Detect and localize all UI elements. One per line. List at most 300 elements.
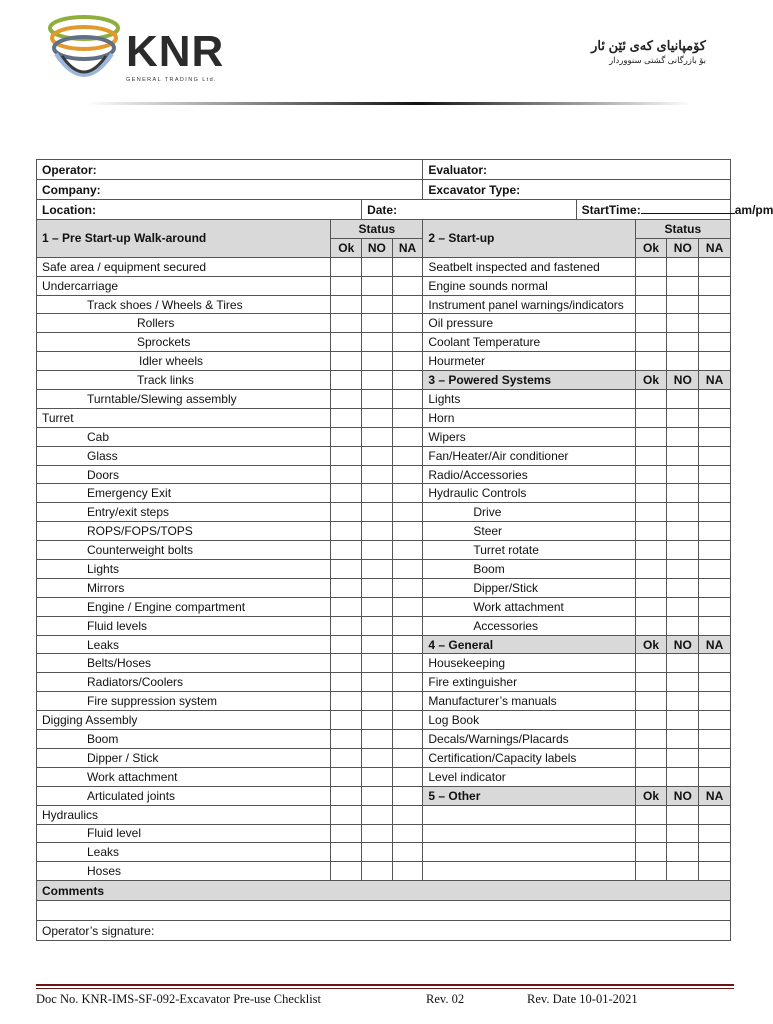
- left-status-ok-cell[interactable]: [331, 730, 362, 749]
- left-status-ok-cell[interactable]: [331, 390, 362, 409]
- left-status-na-cell[interactable]: [392, 654, 423, 673]
- right-status-ok-cell[interactable]: [635, 616, 667, 635]
- left-status-na-cell[interactable]: [392, 692, 423, 711]
- left-item-label: Fluid level: [37, 824, 331, 843]
- right-status-no-cell[interactable]: [667, 446, 699, 465]
- status-header-left: Status: [331, 220, 423, 239]
- left-status-ok-cell[interactable]: [331, 616, 362, 635]
- right-status-na-cell[interactable]: [699, 390, 731, 409]
- left-status-ok-cell[interactable]: [331, 748, 362, 767]
- section-3-heading: 3 – Powered Systems: [423, 371, 635, 390]
- left-status-no-cell[interactable]: [362, 673, 393, 692]
- left-item-label: Entry/exit steps: [37, 503, 331, 522]
- right-status-no-cell[interactable]: [667, 276, 699, 295]
- right-item-label: [423, 862, 635, 881]
- left-status-na-cell[interactable]: [392, 257, 423, 276]
- left-status-ok-cell[interactable]: [331, 352, 362, 371]
- left-status-no-cell[interactable]: [362, 408, 393, 427]
- right-status-na-cell[interactable]: [699, 673, 731, 692]
- right-status-no-cell[interactable]: [667, 654, 699, 673]
- left-status-na-cell[interactable]: [392, 522, 423, 541]
- left-item-label: Glass: [37, 446, 331, 465]
- left-item-label: Belts/Hoses: [37, 654, 331, 673]
- status-na-header: NA: [699, 635, 731, 654]
- left-status-ok-cell[interactable]: [331, 295, 362, 314]
- right-status-na-cell[interactable]: [699, 522, 731, 541]
- right-status-ok-cell[interactable]: [635, 805, 667, 824]
- left-status-na-cell[interactable]: [392, 465, 423, 484]
- right-item-label: Coolant Temperature: [423, 333, 635, 352]
- left-item-label: Mirrors: [37, 578, 331, 597]
- right-status-ok-cell[interactable]: [635, 276, 667, 295]
- left-status-na-cell[interactable]: [392, 408, 423, 427]
- left-status-na-cell[interactable]: [392, 824, 423, 843]
- right-status-na-cell[interactable]: [699, 711, 731, 730]
- left-status-ok-cell[interactable]: [331, 408, 362, 427]
- right-item-label: Boom: [423, 560, 635, 579]
- left-item-label: Counterweight bolts: [37, 541, 331, 560]
- logo-rings-icon: [46, 10, 136, 100]
- right-status-ok-cell[interactable]: [635, 390, 667, 409]
- left-status-ok-cell[interactable]: [331, 673, 362, 692]
- left-status-ok-cell[interactable]: [331, 484, 362, 503]
- right-item-label: Lights: [423, 390, 635, 409]
- left-status-no-cell[interactable]: [362, 390, 393, 409]
- right-status-ok-cell[interactable]: [635, 748, 667, 767]
- left-status-na-cell[interactable]: [392, 862, 423, 881]
- right-status-na-cell[interactable]: [699, 692, 731, 711]
- right-status-na-cell[interactable]: [699, 843, 731, 862]
- left-status-ok-cell[interactable]: [331, 692, 362, 711]
- right-status-ok-cell[interactable]: [635, 465, 667, 484]
- right-status-na-cell[interactable]: [699, 541, 731, 560]
- left-status-no-cell[interactable]: [362, 295, 393, 314]
- left-status-no-cell[interactable]: [362, 711, 393, 730]
- right-status-no-cell[interactable]: [667, 465, 699, 484]
- right-status-no-cell[interactable]: [667, 295, 699, 314]
- right-item-label: [423, 824, 635, 843]
- left-item-label: Safe area / equipment secured: [37, 257, 331, 276]
- right-item-label: Fire extinguisher: [423, 673, 635, 692]
- left-status-na-cell[interactable]: [392, 560, 423, 579]
- section-5-heading: 5 – Other: [423, 786, 635, 805]
- right-status-ok-cell[interactable]: [635, 503, 667, 522]
- right-status-no-cell[interactable]: [667, 673, 699, 692]
- left-status-ok-cell[interactable]: [331, 843, 362, 862]
- left-item-label: Turntable/Slewing assembly: [37, 390, 331, 409]
- right-status-no-cell[interactable]: [667, 522, 699, 541]
- right-item-label: Housekeeping: [423, 654, 635, 673]
- right-status-na-cell[interactable]: [699, 333, 731, 352]
- left-status-ok-cell[interactable]: [331, 597, 362, 616]
- right-status-na-cell[interactable]: [699, 767, 731, 786]
- right-status-ok-cell[interactable]: [635, 843, 667, 862]
- left-status-ok-cell[interactable]: [331, 276, 362, 295]
- right-status-no-cell[interactable]: [667, 257, 699, 276]
- right-status-na-cell[interactable]: [699, 616, 731, 635]
- left-status-no-cell[interactable]: [362, 560, 393, 579]
- section-4-heading: 4 – General: [423, 635, 635, 654]
- left-status-ok-cell[interactable]: [331, 805, 362, 824]
- left-status-na-cell[interactable]: [392, 390, 423, 409]
- kurdish-company-name: کۆمپانیای کەی ئێن ئار: [591, 38, 706, 53]
- right-status-ok-cell[interactable]: [635, 862, 667, 881]
- left-status-no-cell[interactable]: [362, 730, 393, 749]
- status-na-left: NA: [392, 238, 423, 257]
- right-status-na-cell[interactable]: [699, 446, 731, 465]
- left-status-no-cell[interactable]: [362, 427, 393, 446]
- right-item-label: Instrument panel warnings/indicators: [423, 295, 635, 314]
- right-status-na-cell[interactable]: [699, 748, 731, 767]
- left-status-ok-cell[interactable]: [331, 314, 362, 333]
- location-field[interactable]: Location:: [37, 200, 362, 220]
- right-status-no-cell[interactable]: [667, 314, 699, 333]
- left-status-no-cell[interactable]: [362, 786, 393, 805]
- left-item-label: Digging Assembly: [37, 711, 331, 730]
- right-status-na-cell[interactable]: [699, 314, 731, 333]
- right-status-na-cell[interactable]: [699, 578, 731, 597]
- right-status-na-cell[interactable]: [699, 427, 731, 446]
- status-ok-left: Ok: [331, 238, 362, 257]
- kurdish-company-subtitle: بۆ بازرگانی گشتی سنووردار: [609, 55, 706, 65]
- status-no-header: NO: [667, 786, 699, 805]
- left-status-no-cell[interactable]: [362, 541, 393, 560]
- left-item-label: Track links: [37, 371, 331, 390]
- right-status-no-cell[interactable]: [667, 767, 699, 786]
- left-item-label: Fire suppression system: [37, 692, 331, 711]
- right-status-no-cell[interactable]: [667, 843, 699, 862]
- left-status-na-cell[interactable]: [392, 352, 423, 371]
- right-item-label: Manufacturer’s manuals: [423, 692, 635, 711]
- left-status-na-cell[interactable]: [392, 503, 423, 522]
- right-status-no-cell[interactable]: [667, 352, 699, 371]
- operator-field[interactable]: Operator:: [37, 160, 423, 180]
- left-status-no-cell[interactable]: [362, 805, 393, 824]
- left-status-no-cell[interactable]: [362, 314, 393, 333]
- left-item-label: Boom: [37, 730, 331, 749]
- left-status-no-cell[interactable]: [362, 692, 393, 711]
- right-item-label: Radio/Accessories: [423, 465, 635, 484]
- left-status-ok-cell[interactable]: [331, 862, 362, 881]
- right-status-no-cell[interactable]: [667, 484, 699, 503]
- left-status-ok-cell[interactable]: [331, 465, 362, 484]
- left-status-na-cell[interactable]: [392, 635, 423, 654]
- right-item-label: Hydraulic Controls: [423, 484, 635, 503]
- date-label: Date:: [367, 202, 398, 217]
- right-status-no-cell[interactable]: [667, 390, 699, 409]
- right-status-no-cell[interactable]: [667, 560, 699, 579]
- right-status-na-cell[interactable]: [699, 465, 731, 484]
- left-status-ok-cell[interactable]: [331, 635, 362, 654]
- right-status-ok-cell[interactable]: [635, 446, 667, 465]
- left-item-label: Cab: [37, 427, 331, 446]
- left-status-no-cell[interactable]: [362, 635, 393, 654]
- left-status-ok-cell[interactable]: [331, 711, 362, 730]
- right-status-no-cell[interactable]: [667, 578, 699, 597]
- right-status-no-cell[interactable]: [667, 711, 699, 730]
- left-status-ok-cell[interactable]: [331, 767, 362, 786]
- right-status-na-cell[interactable]: [699, 276, 731, 295]
- footer-revision: Rev. 02: [426, 992, 465, 1006]
- left-item-label: Articulated joints: [37, 786, 331, 805]
- left-item-label: Leaks: [37, 635, 331, 654]
- left-status-no-cell[interactable]: [362, 578, 393, 597]
- right-status-na-cell[interactable]: [699, 805, 731, 824]
- right-status-no-cell[interactable]: [667, 427, 699, 446]
- checklist-table: [36, 159, 773, 941]
- left-status-no-cell[interactable]: [362, 522, 393, 541]
- right-item-label: Horn: [423, 408, 635, 427]
- right-item-label: Accessories: [423, 616, 635, 635]
- left-status-ok-cell[interactable]: [331, 786, 362, 805]
- left-status-no-cell[interactable]: [362, 352, 393, 371]
- left-status-na-cell[interactable]: [392, 711, 423, 730]
- left-item-label: Dipper / Stick: [37, 748, 331, 767]
- left-status-na-cell[interactable]: [392, 616, 423, 635]
- left-status-ok-cell[interactable]: [331, 522, 362, 541]
- left-status-ok-cell[interactable]: [331, 541, 362, 560]
- right-status-no-cell[interactable]: [667, 597, 699, 616]
- left-status-na-cell[interactable]: [392, 295, 423, 314]
- right-item-label: Turret rotate: [423, 541, 635, 560]
- right-status-ok-cell[interactable]: [635, 541, 667, 560]
- operator-signature-field[interactable]: Operator’s signature:: [37, 921, 731, 941]
- left-status-no-cell[interactable]: [362, 824, 393, 843]
- status-ok-header: Ok: [635, 371, 667, 390]
- right-status-na-cell[interactable]: [699, 352, 731, 371]
- right-status-na-cell[interactable]: [699, 654, 731, 673]
- right-status-ok-cell[interactable]: [635, 578, 667, 597]
- right-item-label: Engine sounds normal: [423, 276, 635, 295]
- right-item-label: Fan/Heater/Air conditioner: [423, 446, 635, 465]
- left-status-na-cell[interactable]: [392, 673, 423, 692]
- left-status-na-cell[interactable]: [392, 446, 423, 465]
- right-status-na-cell[interactable]: [699, 408, 731, 427]
- logo-subtitle: GENERAL TRADING Ltd.: [126, 77, 217, 83]
- right-status-no-cell[interactable]: [667, 692, 699, 711]
- left-status-no-cell[interactable]: [362, 654, 393, 673]
- left-item-label: Sprockets: [37, 333, 331, 352]
- right-status-no-cell[interactable]: [667, 408, 699, 427]
- footer-divider: [36, 984, 734, 989]
- am-pm-label: am/pm: [734, 202, 773, 217]
- right-status-ok-cell[interactable]: [635, 257, 667, 276]
- left-status-na-cell[interactable]: [392, 578, 423, 597]
- left-status-na-cell[interactable]: [392, 314, 423, 333]
- left-status-na-cell[interactable]: [392, 333, 423, 352]
- status-no-left: NO: [362, 238, 393, 257]
- right-status-na-cell[interactable]: [699, 862, 731, 881]
- right-status-ok-cell[interactable]: [635, 314, 667, 333]
- right-item-label: Log Book: [423, 711, 635, 730]
- status-na-header: NA: [699, 786, 731, 805]
- date-field[interactable]: [362, 200, 577, 220]
- right-item-label: Dipper/Stick: [423, 578, 635, 597]
- right-status-ok-cell[interactable]: [635, 711, 667, 730]
- left-status-ok-cell[interactable]: [331, 560, 362, 579]
- right-item-label: Level indicator: [423, 767, 635, 786]
- left-status-na-cell[interactable]: [392, 730, 423, 749]
- left-status-na-cell[interactable]: [392, 484, 423, 503]
- left-item-label: Leaks: [37, 843, 331, 862]
- right-item-label: Seatbelt inspected and fastened: [423, 257, 635, 276]
- right-status-no-cell[interactable]: [667, 824, 699, 843]
- right-status-na-cell[interactable]: [699, 597, 731, 616]
- right-status-ok-cell[interactable]: [635, 767, 667, 786]
- right-status-no-cell[interactable]: [667, 862, 699, 881]
- right-status-ok-cell[interactable]: [635, 427, 667, 446]
- logo-wordmark: KNR: [126, 27, 225, 76]
- right-item-label: Wipers: [423, 427, 635, 446]
- right-status-ok-cell[interactable]: [635, 654, 667, 673]
- right-status-na-cell[interactable]: [699, 730, 731, 749]
- left-status-no-cell[interactable]: [362, 616, 393, 635]
- start-time-label: StartTime:: [581, 202, 641, 217]
- status-ok-header: Ok: [635, 786, 667, 805]
- status-ok-right: Ok: [635, 238, 667, 257]
- left-status-ok-cell[interactable]: [331, 333, 362, 352]
- left-status-na-cell[interactable]: [392, 805, 423, 824]
- right-status-ok-cell[interactable]: [635, 560, 667, 579]
- comments-field[interactable]: [37, 901, 731, 921]
- status-no-right: NO: [667, 238, 699, 257]
- right-status-no-cell[interactable]: [667, 748, 699, 767]
- left-item-label: Engine / Engine compartment: [37, 597, 331, 616]
- status-na-header: NA: [699, 371, 731, 390]
- right-status-na-cell[interactable]: [699, 503, 731, 522]
- footer-doc-number: Doc No. KNR-IMS-SF-092-Excavator Pre-use Checklist: [36, 992, 322, 1006]
- left-status-na-cell[interactable]: [392, 541, 423, 560]
- right-item-label: Drive: [423, 503, 635, 522]
- left-status-no-cell[interactable]: [362, 484, 393, 503]
- comments-heading: Comments: [37, 881, 731, 901]
- right-status-ok-cell[interactable]: [635, 673, 667, 692]
- section-2-heading: 2 – Start-up: [423, 220, 635, 258]
- left-status-na-cell[interactable]: [392, 748, 423, 767]
- right-status-ok-cell[interactable]: [635, 295, 667, 314]
- right-status-na-cell[interactable]: [699, 484, 731, 503]
- right-status-ok-cell[interactable]: [635, 333, 667, 352]
- left-item-label: Hoses: [37, 862, 331, 881]
- right-status-ok-cell[interactable]: [635, 597, 667, 616]
- excavator-type-field[interactable]: Excavator Type:: [423, 180, 731, 200]
- left-item-label: Fluid levels: [37, 616, 331, 635]
- left-status-no-cell[interactable]: [362, 276, 393, 295]
- right-item-label: Work attachment: [423, 597, 635, 616]
- right-status-ok-cell[interactable]: [635, 408, 667, 427]
- left-status-ok-cell[interactable]: [331, 427, 362, 446]
- left-item-label: ROPS/FOPS/TOPS: [37, 522, 331, 541]
- left-item-label: Track shoes / Wheels & Tires: [37, 295, 331, 314]
- left-status-no-cell[interactable]: [362, 465, 393, 484]
- right-status-na-cell[interactable]: [699, 560, 731, 579]
- left-status-ok-cell[interactable]: [331, 824, 362, 843]
- status-header-right: Status: [635, 220, 730, 239]
- right-status-ok-cell[interactable]: [635, 692, 667, 711]
- right-status-na-cell[interactable]: [699, 824, 731, 843]
- left-status-ok-cell[interactable]: [331, 503, 362, 522]
- footer-revision-date: Rev. Date 10-01-2021: [527, 992, 638, 1006]
- left-item-label: Radiators/Coolers: [37, 673, 331, 692]
- status-no-header: NO: [667, 371, 699, 390]
- left-status-no-cell[interactable]: [362, 446, 393, 465]
- left-item-label: Doors: [37, 465, 331, 484]
- left-status-no-cell[interactable]: [362, 333, 393, 352]
- start-time-field[interactable]: [576, 200, 773, 220]
- right-item-label: Decals/Warnings/Placards: [423, 730, 635, 749]
- left-status-no-cell[interactable]: [362, 767, 393, 786]
- left-status-na-cell[interactable]: [392, 371, 423, 390]
- left-status-ok-cell[interactable]: [331, 371, 362, 390]
- left-item-label: Hydraulics: [37, 805, 331, 824]
- status-ok-header: Ok: [635, 635, 667, 654]
- section-1-heading: 1 – Pre Start-up Walk-around: [37, 220, 331, 258]
- right-status-na-cell[interactable]: [699, 295, 731, 314]
- right-status-no-cell[interactable]: [667, 730, 699, 749]
- start-time-blank[interactable]: [641, 203, 735, 214]
- right-status-no-cell[interactable]: [667, 805, 699, 824]
- right-item-label: [423, 805, 635, 824]
- right-status-ok-cell[interactable]: [635, 522, 667, 541]
- right-item-label: Hourmeter: [423, 352, 635, 371]
- left-status-na-cell[interactable]: [392, 843, 423, 862]
- left-status-no-cell[interactable]: [362, 843, 393, 862]
- header-divider: [86, 102, 692, 105]
- left-status-na-cell[interactable]: [392, 427, 423, 446]
- left-status-no-cell[interactable]: [362, 597, 393, 616]
- left-status-ok-cell[interactable]: [331, 257, 362, 276]
- right-status-ok-cell[interactable]: [635, 484, 667, 503]
- left-status-ok-cell[interactable]: [331, 578, 362, 597]
- right-item-label: Certification/Capacity labels: [423, 748, 635, 767]
- left-item-label: Work attachment: [37, 767, 331, 786]
- left-status-ok-cell[interactable]: [331, 654, 362, 673]
- status-na-right: NA: [699, 238, 731, 257]
- right-status-ok-cell[interactable]: [635, 730, 667, 749]
- left-status-na-cell[interactable]: [392, 786, 423, 805]
- left-item-label: Emergency Exit: [37, 484, 331, 503]
- left-item-label: Turret: [37, 408, 331, 427]
- left-status-no-cell[interactable]: [362, 371, 393, 390]
- right-status-ok-cell[interactable]: [635, 824, 667, 843]
- left-status-ok-cell[interactable]: [331, 446, 362, 465]
- left-status-na-cell[interactable]: [392, 767, 423, 786]
- left-status-no-cell[interactable]: [362, 748, 393, 767]
- left-item-label: Lights: [37, 560, 331, 579]
- right-status-ok-cell[interactable]: [635, 352, 667, 371]
- evaluator-field[interactable]: Evaluator:: [423, 160, 731, 180]
- right-item-label: Steer: [423, 522, 635, 541]
- status-no-header: NO: [667, 635, 699, 654]
- left-status-no-cell[interactable]: [362, 862, 393, 881]
- left-status-na-cell[interactable]: [392, 276, 423, 295]
- right-status-no-cell[interactable]: [667, 333, 699, 352]
- left-item-label: Undercarriage: [37, 276, 331, 295]
- right-status-no-cell[interactable]: [667, 503, 699, 522]
- right-item-label: [423, 843, 635, 862]
- left-status-no-cell[interactable]: [362, 503, 393, 522]
- company-field[interactable]: Company:: [37, 180, 423, 200]
- left-status-na-cell[interactable]: [392, 597, 423, 616]
- left-status-no-cell[interactable]: [362, 257, 393, 276]
- right-status-no-cell[interactable]: [667, 541, 699, 560]
- right-item-label: Oil pressure: [423, 314, 635, 333]
- company-logo: [46, 10, 286, 100]
- left-item-label: Idler wheels: [37, 352, 331, 371]
- left-item-label: Rollers: [37, 314, 331, 333]
- right-status-no-cell[interactable]: [667, 616, 699, 635]
- right-status-na-cell[interactable]: [699, 257, 731, 276]
